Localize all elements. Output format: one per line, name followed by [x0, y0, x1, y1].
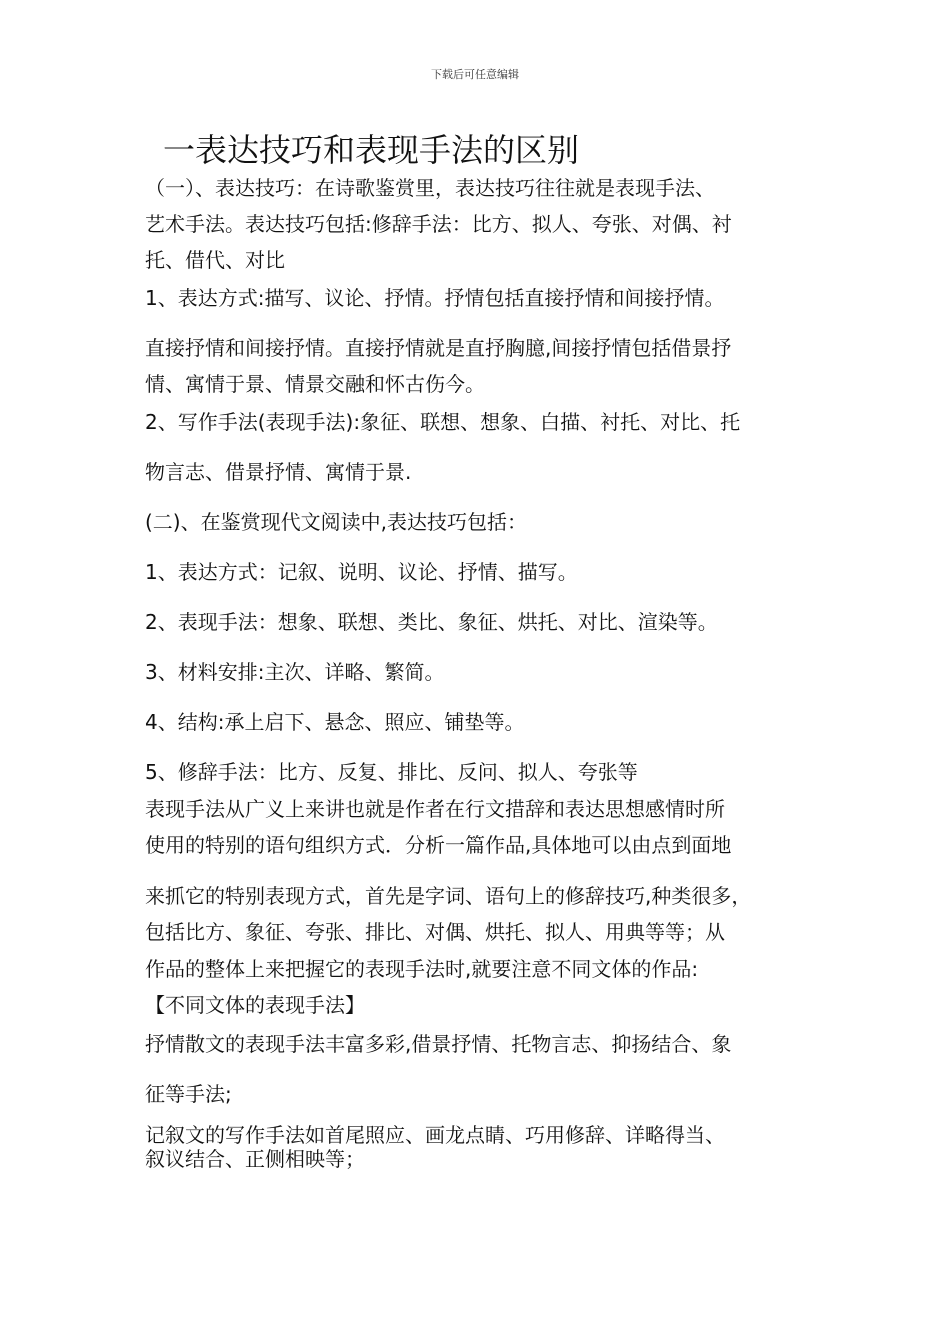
body-line: 2、写作手法(表现手法):象征、联想、想象、白描、衬托、对比、托: [145, 410, 741, 434]
body-line: 托、借代、对比: [145, 248, 285, 272]
body-line: 3、材料安排:主次、详略、繁简。: [145, 660, 445, 684]
body-line: (二)、在鉴赏现代文阅读中,表达技巧包括：: [145, 510, 527, 534]
body-line: 记叙文的写作手法如首尾照应、画龙点睛、巧用修辞、详略得当、: [145, 1123, 725, 1147]
body-line: 表现手法从广义上来讲也就是作者在行文措辞和表达思想感情时所: [145, 797, 725, 821]
section-heading: 【不同文体的表现手法】: [145, 993, 365, 1017]
page-header-note: 下载后可任意编辑: [431, 68, 519, 81]
body-line: 来抓它的特别表现方式，首先是字词、语句上的修辞技巧,种类很多，: [145, 884, 752, 908]
body-line: 情、寓情于景、情景交融和怀古伤今。: [145, 372, 485, 396]
body-line: 作品的整体上来把握它的表现手法时,就要注意不同文体的作品:: [145, 957, 699, 981]
body-line: 征等手法;: [145, 1082, 232, 1106]
body-line: 1、表达方式：记叙、说明、议论、抒情、描写。: [145, 560, 578, 584]
body-line: 艺术手法。表达技巧包括:修辞手法：比方、拟人、夸张、对偶、衬: [145, 212, 732, 236]
body-line: 5、修辞手法：比方、反复、排比、反问、拟人、夸张等: [145, 760, 638, 784]
body-line: 物言志、借景抒情、寓情于景.: [145, 460, 412, 484]
document-title: 一表达技巧和表现手法的区别: [163, 131, 580, 169]
body-line: 直接抒情和间接抒情。直接抒情就是直抒胸臆,间接抒情包括借景抒: [145, 336, 732, 360]
body-line: 1、表达方式:描写、议论、抒情。抒情包括直接抒情和间接抒情。: [145, 286, 725, 310]
body-line: （一）、表达技巧：在诗歌鉴赏里，表达技巧往往就是表现手法、: [145, 176, 715, 200]
body-line: 2、表现手法：想象、联想、类比、象征、烘托、对比、渲染等。: [145, 610, 718, 634]
body-line: 抒情散文的表现手法丰富多彩,借景抒情、托物言志、抑扬结合、象: [145, 1032, 732, 1056]
body-line: 使用的特别的语句组织方式．分析一篇作品,具体地可以由点到面地: [145, 833, 732, 857]
body-line: 包括比方、象征、夸张、排比、对偶、烘托、拟人、用典等等；从: [145, 920, 725, 944]
body-line: 4、结构:承上启下、悬念、照应、铺垫等。: [145, 710, 525, 734]
body-line: 叙议结合、正侧相映等；: [145, 1147, 365, 1171]
